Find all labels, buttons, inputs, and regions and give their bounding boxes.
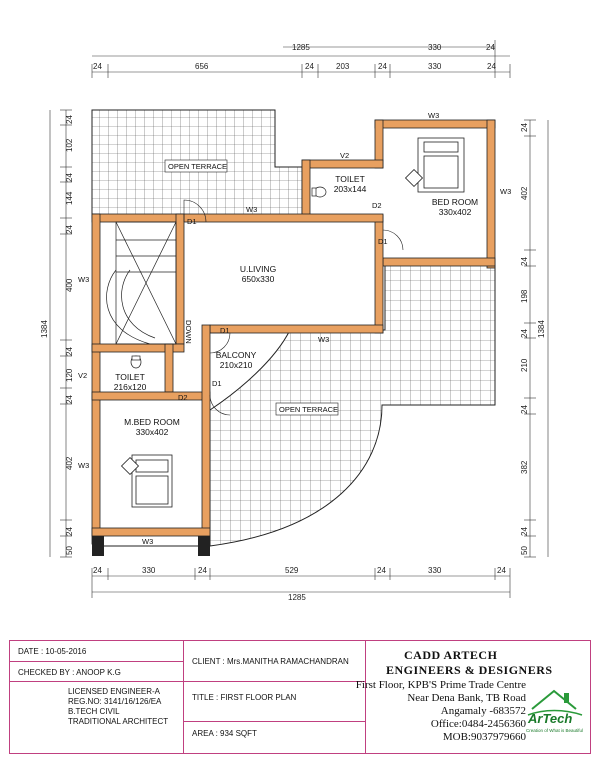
licence-line-2: REG.NO: 3141/16/126/EA [68,697,162,706]
corner-post-left [92,536,104,556]
stair-down-label: DOWN [184,320,193,344]
door-d2-toilet-1: D2 [372,201,382,210]
dim-left-1: 24 [65,115,74,124]
window-w3-bedroom-right: W3 [500,187,512,196]
toilet-2-label: TOILET [115,372,145,382]
svg-text:ArTech: ArTech [528,711,573,726]
dim-top-3: 24 [305,62,314,71]
window-w3-left: W3 [78,275,90,284]
open-terrace-bottom-label: OPEN TERRACE [279,405,339,414]
window-w3-master-bottom: W3 [142,537,154,546]
dim-left-total: 1384 [40,320,49,338]
firm-name: CADD ARTECH [404,648,498,662]
dim-bottom-4: 529 [285,566,299,575]
dim-bottom-7: 24 [497,566,506,575]
bedroom-label: BED ROOM [431,197,479,207]
door-d2-toilet-2: D2 [178,393,188,402]
staircase [107,222,176,344]
dim-top-upper-1: 330 [428,43,442,52]
address-line-3: Angamaly -683572 [440,705,526,717]
window-w3-master-left: W3 [78,461,90,470]
toilet-2-size: 216x120 [113,382,147,392]
dim-right-3: 24 [520,257,529,266]
licence-line-3: B.TECH CIVIL [68,707,120,716]
dim-top-2: 656 [195,62,209,71]
dim-bottom-total: 1285 [288,593,306,602]
master-bed-size: 330x402 [135,427,169,437]
dim-left-11: 24 [65,527,74,536]
dim-left-7: 24 [65,347,74,356]
title-block-divider-2 [365,641,366,753]
dim-right-9: 24 [520,527,529,536]
dim-right-total: 1384 [537,320,546,338]
title-text: TITLE : FIRST FLOOR PLAN [192,693,297,702]
dim-top-7: 24 [487,62,496,71]
dim-bottom-5: 24 [377,566,386,575]
window-w3-living-bottom: W3 [318,335,330,344]
checked-by-text: CHECKED BY : ANOOP K.G [18,668,121,677]
title-divider [183,721,365,722]
licence-line-1: LICENSED ENGINEER-A [68,687,161,696]
svg-text:Creation of What is Beautiful: Creation of What is Beautiful [526,728,584,733]
master-bed-icon [122,455,172,507]
dim-bottom-6: 330 [428,566,442,575]
door-d1-master-bed: D1 [212,379,222,388]
dim-top-6: 330 [428,62,442,71]
dim-left-9: 24 [65,395,74,404]
dim-top-upper-2: 24 [486,43,495,52]
door-d1-stair: D1 [187,217,197,226]
open-terrace-bottom [210,265,495,546]
bedroom-size: 330x402 [438,207,472,217]
open-terrace-top-label: OPEN TERRACE [168,162,228,171]
dim-bottom-3: 24 [198,566,207,575]
balcony-label: BALCONY [215,350,257,360]
window-w3-bedroom-top: W3 [428,111,440,120]
dim-right-7: 24 [520,405,529,414]
area-text: AREA : 934 SQFT [192,729,257,738]
toilet-1-size: 203x144 [333,184,367,194]
dim-right-8: 382 [520,460,529,474]
client-text: CLIENT : Mrs.MANITHA RAMACHANDRAN [192,657,349,666]
address-line-1: First Floor, KPB'S Prime Trade Centre [355,679,526,691]
date-divider [10,661,183,662]
office-phone: Office:0484-2456360 [430,718,526,730]
toilet-1-label: TOILET [335,174,365,184]
dim-right-1: 24 [520,123,529,132]
door-d1-balcony: D1 [220,326,230,335]
dim-top-total: 1285 [292,43,310,52]
dim-right-5: 24 [520,329,529,338]
mobile-phone: MOB:9037979660 [442,731,526,743]
title-block-divider-1 [183,641,184,753]
dim-bottom-2: 330 [142,566,156,575]
door-d1-bedroom: D1 [378,237,388,246]
dim-right-10: 50 [520,546,529,555]
dim-left-2: 102 [65,138,74,152]
company-logo [524,685,584,735]
address-line-2: Near Dena Bank, TB Road [407,692,526,704]
dim-left-4: 144 [65,191,74,205]
dim-right-4: 198 [520,289,529,303]
corner-post-right [198,536,210,556]
living-size: 650x330 [241,274,275,284]
dim-left-10: 402 [65,456,74,470]
dim-left-12: 50 [65,546,74,555]
dim-top-5: 24 [378,62,387,71]
dim-left-3: 24 [65,173,74,182]
living-label: U.LIVING [239,264,277,274]
vent-v2-toilet-1: V2 [340,151,350,160]
dim-right-6: 210 [520,358,529,372]
dim-right-2: 402 [520,186,529,200]
bed-icon [406,138,464,192]
client-divider [183,681,365,682]
date-text: DATE : 10-05-2016 [18,647,87,656]
title-block [9,640,591,754]
dim-left-8: 120 [65,368,74,382]
vent-v2-toilet-2: V2 [78,371,88,380]
checked-divider [10,681,183,682]
dim-top-4: 203 [336,62,350,71]
window-w3-living: W3 [246,205,258,214]
firm-subtitle: ENGINEERS & DESIGNERS [386,663,553,677]
licence-line-4: TRADITIONAL ARCHITECT [68,717,169,726]
master-bed-label: M.BED ROOM [124,417,180,427]
dim-top-1: 24 [93,62,102,71]
dim-left-5: 24 [65,225,74,234]
dim-left-6: 400 [65,278,74,292]
balcony-size: 210x210 [219,360,253,370]
dim-bottom-1: 24 [93,566,102,575]
